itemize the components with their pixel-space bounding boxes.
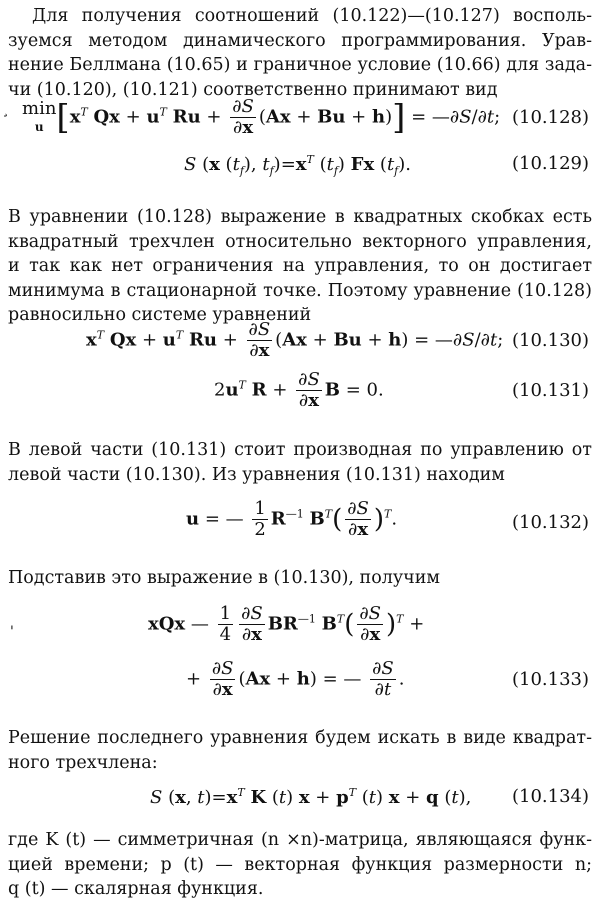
equation-number: (10.130) bbox=[512, 330, 590, 351]
equation-10-130: $x^T$ $Qx + u^T$ Ru + $\frac{\partial S}{\partial x}$ (Ax + Bu + h) = —∂S/∂t; bbox=[86, 319, 504, 361]
equation-10-129: S (x $(t_f)$, $t_f)=x^T$ $(t_f)$ Fx $(t_f)$. bbox=[184, 153, 411, 178]
equation-10-132: u = — $\frac{1}{2}$ $R^{—1}$ $B^T$( $\frac{\partial S}{\partial x}$ )$^T$. bbox=[186, 498, 398, 540]
paragraph-definitions bbox=[8, 828, 592, 902]
equation-number: (10.132) bbox=[512, 512, 590, 533]
equation-number: (10.128) bbox=[512, 107, 590, 128]
equation-10-134: S (x, $t)=x^T$ K (t) $x + p^T$ (t) x + q (t), bbox=[150, 786, 472, 808]
text-line: q (t) — скалярная функция. bbox=[8, 879, 264, 899]
text-line: В уравнении (10.128) выражение в квадратных скобках есть bbox=[8, 207, 592, 227]
equation-number: (10.129) bbox=[512, 153, 590, 174]
paragraph-solution bbox=[8, 726, 592, 775]
text-line: Решение последнего уравнения будем искать в виде квадрат- bbox=[8, 728, 592, 748]
text-line: цией времени; p (t) — векторная функция размерности n; bbox=[8, 854, 592, 875]
text-line: где K (t) — симметричная (n ×n)-матрица, являющаяся функ- bbox=[8, 830, 592, 850]
text-line: ного трехчлена: bbox=[8, 752, 158, 773]
equation-number: (10.134) bbox=[512, 786, 590, 807]
scan-mark: ' bbox=[10, 624, 14, 640]
paragraph-derivative bbox=[8, 438, 592, 487]
scan-mark: ¸ bbox=[2, 102, 9, 118]
equation-number: (10.133) bbox=[512, 669, 590, 690]
text-line: нение Беллмана (10.65) и граничное условие (10.66) для зада- bbox=[8, 55, 592, 75]
text-line: квадратный трехчлен относительно векторного управления, bbox=[8, 231, 592, 252]
paragraph-substitute bbox=[8, 566, 592, 591]
text-line: В левой части (10.131) стоит производная по управлению от bbox=[8, 440, 592, 460]
equation-10-128: min u [$x^T$ $Qx + u^T$ Ru + $\frac{\partial S}{\partial x}$ (Ax + Bu + h)] = —∂S/∂t; bbox=[22, 96, 501, 138]
text-line: Для получения соотношений (10.122)—(10.127) восполь- bbox=[32, 6, 592, 26]
text-line: Подставив это выражение в (10.130), получим bbox=[8, 568, 441, 588]
text-line: минимума в стационарной точке. Поэтому уравнение (10.128) bbox=[8, 280, 592, 301]
equation-10-133-line-2: + $\frac{\partial S}{\partial x}$ (Ax + h) = — $\frac{\partial S}{\partial t}$ . bbox=[186, 658, 405, 700]
paragraph-intro bbox=[8, 4, 592, 102]
text-line: левой части (10.130). Из уравнения (10.131) находим bbox=[8, 464, 505, 485]
min-operator: min u bbox=[22, 97, 57, 134]
text-line: равносильно системе уравнений bbox=[8, 305, 312, 325]
equation-10-131: $2u^T$ R + $\frac{\partial S}{\partial x}$ B = 0. bbox=[214, 369, 384, 411]
equation-number: (10.131) bbox=[512, 380, 590, 401]
text-line: зуемся методом динамического программирования. Урав- bbox=[8, 30, 592, 51]
equation-10-133-line-1: xQx — $\frac{1}{4}$ $\frac{\partial S}{\partial x}$ $BR^{—1}$ $B^T$( $\frac{\partial S}{\partial x}$ )$^T$ + bbox=[148, 603, 425, 645]
paragraph-stationary bbox=[8, 205, 592, 328]
text-line: и так как нет ограничения на управления, то он достигает bbox=[8, 256, 592, 276]
text-line: чи (10.120), (10.121) соответственно принимают вид bbox=[8, 79, 498, 100]
